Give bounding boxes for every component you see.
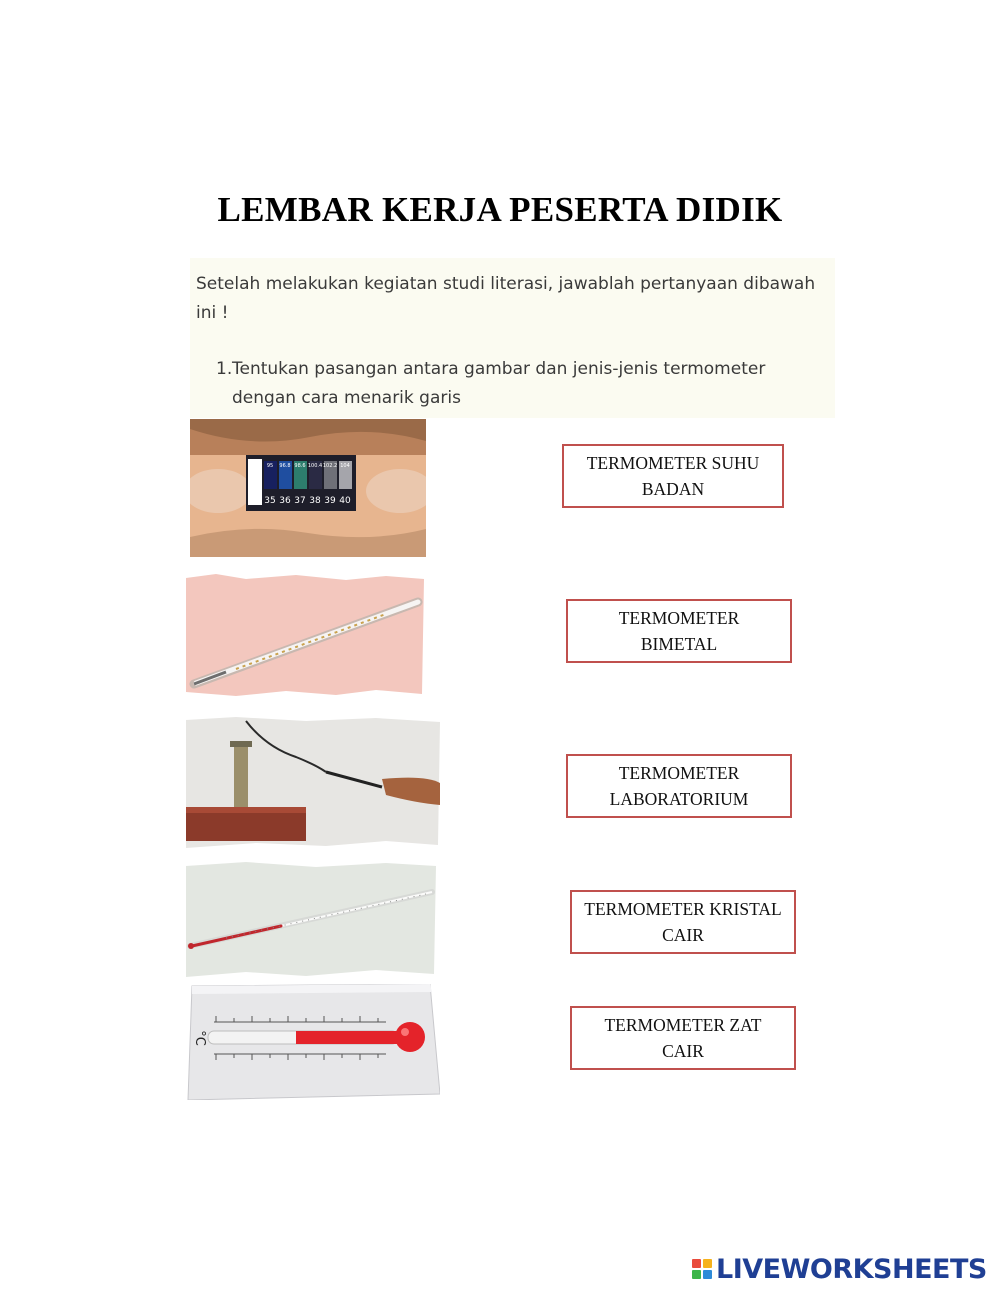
svg-text:100.4: 100.4	[307, 463, 323, 469]
question-number: 1.	[216, 359, 233, 379]
liquid-thermometer-image[interactable]	[186, 984, 440, 1100]
forehead-strip-thermometer-image[interactable]	[190, 419, 426, 557]
svg-text:96.8: 96.8	[279, 463, 291, 469]
svg-text:102.2: 102.2	[322, 463, 338, 469]
answer-box-suhu-badan[interactable]: TERMOMETER SUHU BADAN	[562, 444, 784, 508]
strip-scale-label: 35	[264, 496, 276, 506]
instructions-intro: Setelah melakukan kegiatan studi literasi, jawablah pertanyaan dibawah ini !	[196, 274, 816, 323]
strip-scale-label: 38	[309, 496, 321, 506]
page-title: LEMBAR KERJA PESERTA DIDIK	[217, 190, 783, 229]
answer-box-laboratorium[interactable]: TERMOMETER LABORATORIUM	[566, 754, 792, 818]
laboratory-thermometer-image[interactable]	[186, 862, 436, 977]
svg-text:104: 104	[340, 463, 350, 469]
strip-scale-label: 39	[324, 496, 336, 506]
instructions-panel	[190, 258, 835, 418]
answer-box-kristal-cair[interactable]: TERMOMETER KRISTAL CAIR	[570, 890, 796, 954]
strip-scale-label: 40	[339, 496, 351, 506]
liveworksheets-logo[interactable]	[692, 1252, 987, 1286]
celsius-unit-label: °C	[192, 1030, 207, 1046]
bimetal-thermometer-image[interactable]	[186, 717, 440, 848]
strip-scale-label: 37	[294, 496, 306, 506]
answer-box-bimetal[interactable]: TERMOMETER BIMETAL	[566, 599, 792, 663]
question-text: Tentukan pasangan antara gambar dan jenis-jenis termometer dengan cara menarik garis	[232, 359, 766, 408]
logo-blocks-icon	[692, 1259, 712, 1279]
svg-text:98.6: 98.6	[294, 463, 306, 469]
answer-box-zat-cair[interactable]: TERMOMETER ZAT CAIR	[570, 1006, 796, 1070]
question-1	[216, 355, 816, 413]
svg-text:95: 95	[266, 463, 274, 469]
strip-scale-label: 36	[279, 496, 291, 506]
clinical-thermometer-image[interactable]	[186, 574, 424, 696]
logo-text: LIVEWORKSHEETS	[716, 1253, 987, 1285]
